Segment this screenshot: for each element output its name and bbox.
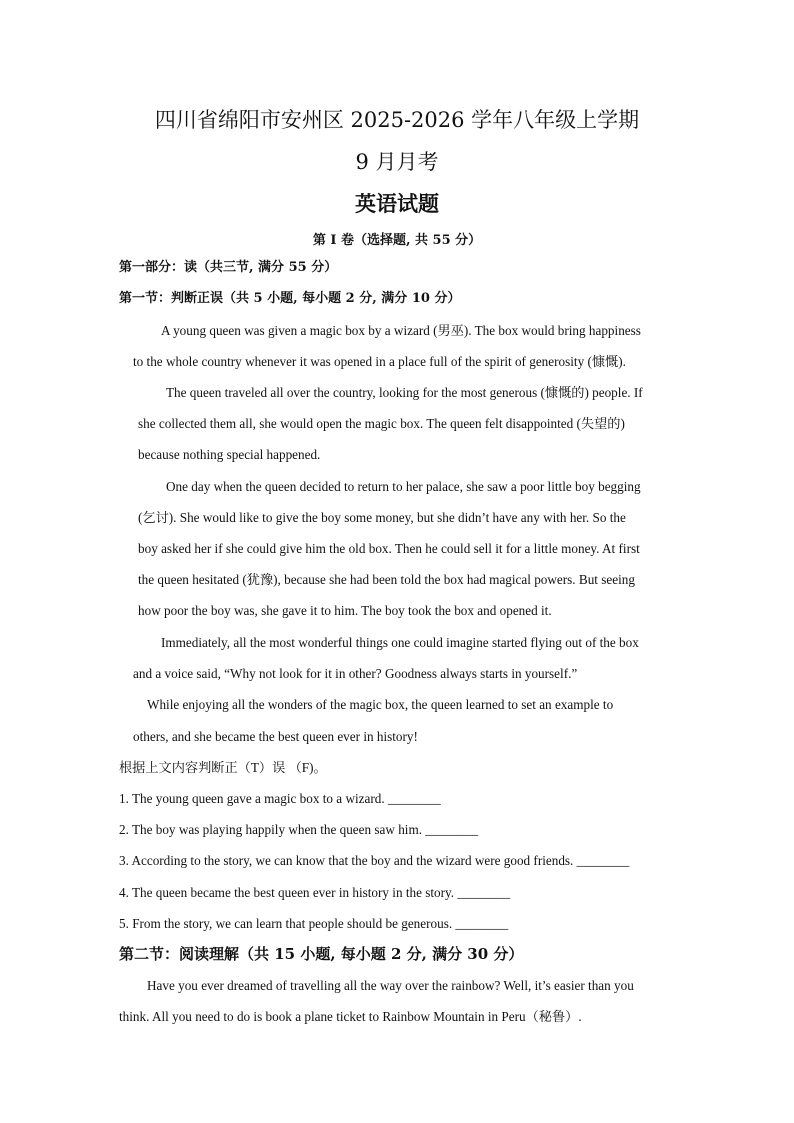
title-line-1: 四川省绵阳市安州区 2025-2026 学年八年级上学期	[154, 108, 640, 132]
volume-heading: 第 I 卷（选择题, 共 55 分）	[312, 233, 482, 248]
passage-line: to the whole country whenever it was opened in a place full of the spirit of generosity (慷慨).	[133, 354, 626, 369]
passage-line: think. All you need to do is book a plane ticket to Rainbow Mountain in Peru（秘鲁）.	[119, 1009, 582, 1024]
passage-line: Immediately, all the most wonderful things one could imagine started flying out of the box	[161, 635, 639, 650]
passage-line: and a voice said, “Why not look for it in other? Goodness always starts in yourself.”	[133, 666, 578, 681]
question-item: 3. According to the story, we can know that the boy and the wizard were good friends. ________	[119, 853, 630, 868]
passage-line: how poor the boy was, she gave it to him. The boy took the box and opened it.	[138, 603, 552, 618]
passage-line: While enjoying all the wonders of the magic box, the queen learned to set an example to	[147, 697, 614, 712]
part-heading: 第一部分：读（共三节, 满分 55 分）	[119, 260, 338, 275]
question-item: 4. The queen became the best queen ever in history in the story. ________	[119, 885, 511, 900]
passage-line: One day when the queen decided to return to her palace, she saw a poor little boy begging	[166, 479, 641, 494]
question-item: 1. The young queen gave a magic box to a wizard. ________	[119, 791, 441, 806]
passage-line: because nothing special happened.	[138, 447, 321, 462]
question-item: 2. The boy was playing happily when the queen saw him. ________	[119, 822, 479, 837]
subject-title: 英语试题	[355, 191, 439, 216]
passage-line: (乞讨). She would like to give the boy some money, but she didn’t have any with her. So the	[138, 510, 626, 525]
passage-line: A young queen was given a magic box by a wizard (男巫). The box would bring happiness	[161, 323, 641, 338]
passage-line: The queen traveled all over the country, looking for the most generous (慷慨的) people. If	[166, 385, 643, 400]
passage-line: the queen hesitated (犹豫), because she had been told the box had magical powers. But seeing	[138, 572, 635, 587]
passage-line: boy asked her if she could give him the old box. Then he could sell it for a little money. At first	[138, 541, 640, 556]
passage-line: others, and she became the best queen ever in history!	[133, 729, 418, 744]
passage-line: she collected them all, she would open the magic box. The queen felt disappointed (失望的)	[138, 416, 625, 431]
passage-line: Have you ever dreamed of travelling all the way over the rainbow? Well, it’s easier than you	[147, 978, 634, 993]
section1-heading: 第一节：判断正误（共 5 小题, 每小题 2 分, 满分 10 分）	[119, 291, 461, 306]
title-line-2: 9 月月考	[355, 150, 439, 174]
section2-heading: 第二节：阅读理解（共 15 小题, 每小题 2 分, 满分 30 分）	[119, 945, 524, 963]
question-item: 5. From the story, we can learn that people should be generous. ________	[119, 916, 509, 931]
instruction: 根据上文内容判断正（T）误 （F)。	[119, 760, 327, 775]
